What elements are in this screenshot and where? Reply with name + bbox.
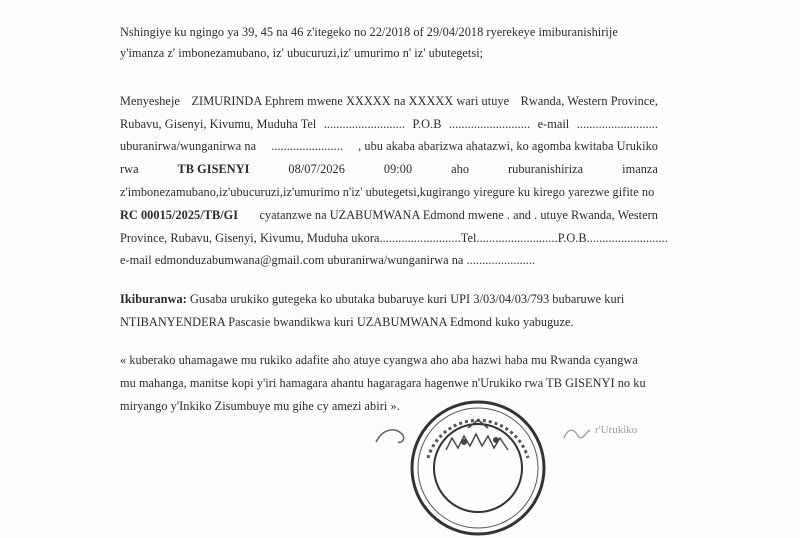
hearing-date: 08/07/2026 <box>288 162 345 176</box>
claimant-representative-blank: ...................... <box>466 253 536 267</box>
claimant-tel-blank: .......................... <box>476 231 558 245</box>
court-seal-icon <box>408 398 548 538</box>
summons-verb: Menyesheje <box>120 94 180 108</box>
claim-label: Ikiburanwa: <box>120 292 187 306</box>
preamble-line-1: Nshingiye ku ngingo ya 39, 45 na 46 z'itegeko no 22/2018 of 29/04/2018 ryerekeye imiburanishirije <box>120 25 618 39</box>
summons-word-aho: aho <box>451 162 470 176</box>
whereabouts-unknown: , ubu akaba abarizwa ahatazwi, ko agomba kwitaba Urukiko <box>358 139 658 153</box>
email-label: e-mail <box>537 117 570 131</box>
ink-mark <box>372 420 412 445</box>
quote-line-2: mu mahanga, manitse kopi y'iri hamagara ahantu hagaragara hagenwe n'Urukiko rwa TB GISENYI no ku <box>120 376 646 390</box>
quote-line-3: miryango y'Inkiko Zisumbuye mu gihe cy amezi abiri ». <box>120 399 400 413</box>
tel-blank: .......................... <box>323 117 406 131</box>
claimant-pob-label: P.O.B <box>557 231 587 245</box>
summons-line-1 <box>120 94 658 109</box>
summons-address: Rubavu, Gisenyi, Kivumu, Muduha Tel <box>120 117 317 131</box>
pob-blank: .......................... <box>448 117 531 131</box>
claimant-pob-blank: .......................... <box>586 231 668 245</box>
claimant-info: cyatanzwe na UZABUMWANA Edmond mwene . and . utuye Rwanda, Western <box>259 208 658 222</box>
preamble-line-2: y'imanza z' imbonezamubano, iz' ubucuruzi,iz' umurimo n' iz' ubutegetsi; <box>120 46 484 60</box>
court-name: TB GISENYI <box>177 162 250 176</box>
claim-text-1: Gusaba urukiko gutegeka ko ubutaka bubaruye kuri UPI 3/03/04/03/793 bubaruwe kuri <box>189 292 625 306</box>
summons-defendant: ZIMURINDA Ephrem mwene XXXXX na XXXXX wari utuye <box>191 94 510 108</box>
summons-word-imanza: imanza <box>622 162 658 176</box>
court-prefix: rwa <box>120 162 139 176</box>
faint-footer-text: r'Urukiko <box>595 424 638 436</box>
email-blank: .......................... <box>576 117 658 131</box>
summons-line-7 <box>120 231 668 246</box>
representative-blank: ....................... <box>271 139 344 153</box>
summons-line-4 <box>120 162 658 177</box>
case-number: RC 00015/2025/TB/GI <box>120 208 239 222</box>
claimant-email: edmonduzabumwana@gmail.com <box>154 253 325 267</box>
claim-line-1 <box>120 292 624 307</box>
quote-line-1: « kuberako uhamagawe mu rukiko adafite aho atuye cyangwa aho aba hazwi haba mu Rwanda cyangwa <box>120 353 638 367</box>
summons-line-3 <box>120 139 658 154</box>
summons-word-ruburanishiriza: ruburanishiriza <box>507 162 584 176</box>
summons-location: Rwanda, Western Province, <box>520 94 658 108</box>
summons-line-5: z'imbonezamubano,iz'ubucuruzi,iz'umurimo n'iz' ubutegetsi,kugirango yiregure ku kirego yarezwe gifite no <box>120 185 655 199</box>
claimant-email-label: e-mail <box>120 253 152 267</box>
ink-scribble <box>560 420 594 445</box>
represented-by: uburanirwa/wunganirwa na <box>120 139 257 153</box>
claim-line-2: NTIBANYENDERA Pascasie bwandikwa kuri UZABUMWANA Edmond kuko yabuguze. <box>120 315 574 329</box>
occupation-blank: .......................... <box>379 231 461 245</box>
pob-label: P.O.B <box>412 117 442 131</box>
summons-line-8 <box>120 253 535 268</box>
claimant-tel-label: Tel <box>460 231 477 245</box>
claimant-address: Province, Rubavu, Gisenyi, Kivumu, Muduha ukora <box>120 231 380 245</box>
summons-line-6 <box>120 208 658 223</box>
summons-line-2 <box>120 117 658 132</box>
claimant-represented-by: uburanirwa/wunganirwa na <box>327 253 464 267</box>
hearing-time: 09:00 <box>383 162 413 176</box>
